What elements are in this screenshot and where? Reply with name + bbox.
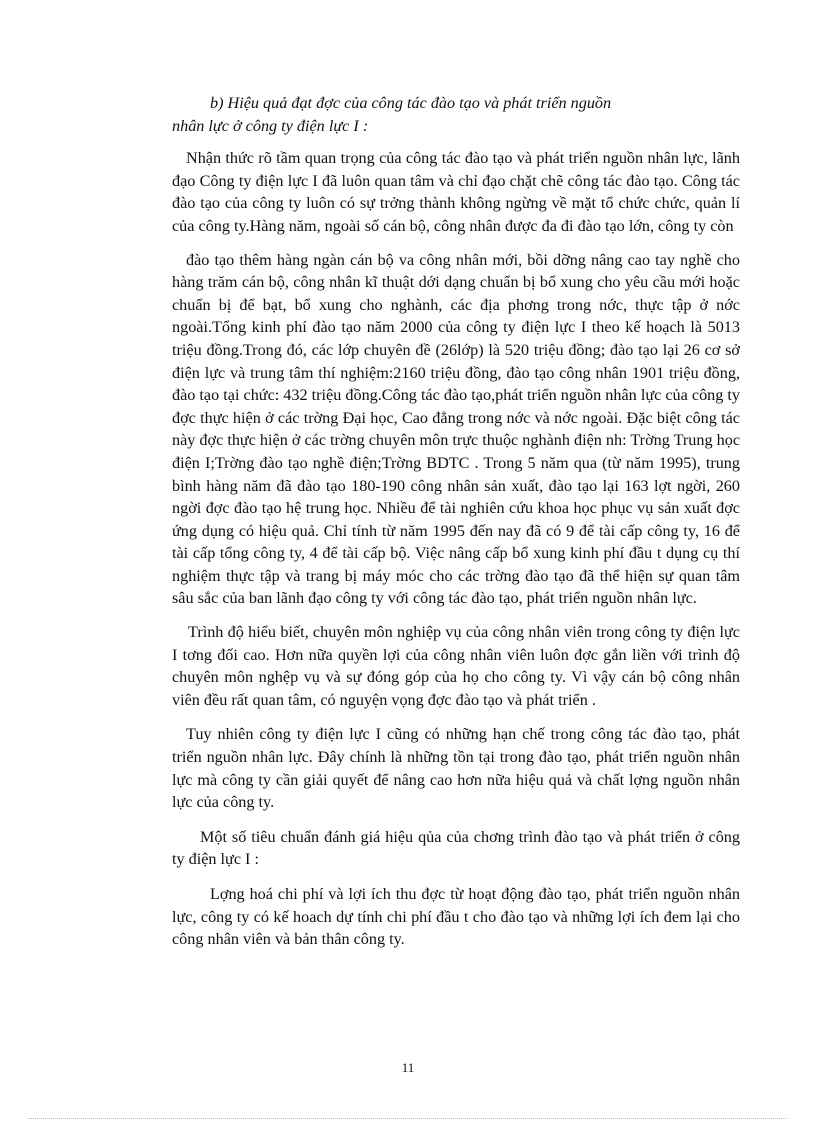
section-heading-line-1: b) Hiệu quả đạt đợc của công tác đào tạo và phát triển nguồn xyxy=(210,94,612,112)
paragraph-limitations: Tuy nhiên công ty điện lực I cũng có những hạn chế trong công tác đào tạo, phát triển nguồn nhân lực. Đây chính là những tồn tại trong đào tạo, phát triển nguồn nhân lực mà công ty cần giải quyết để nâng cao hơn nữa hiệu quả và chất lợng nguồn nhân lực của công ty. xyxy=(172,725,740,812)
paragraph-evaluation-criteria: Một số tiêu chuẩn đánh giá hiệu qủa của chơng trình đào tạo và phát triển ở công ty điện lực I : xyxy=(172,827,740,869)
paragraph-cost-benefit: Lợng hoá chi phí và lợi ích thu đợc từ hoạt động đào tạo, phát triển nguồn nhân lực, công ty có kế hoach dự tính chi phí đầu t cho đào tạo và những lợi ích đem lại cho công nhân viên và bản thân công ty. xyxy=(172,885,740,949)
footer-divider xyxy=(28,1118,788,1119)
page-number: 11 xyxy=(401,1060,415,1075)
paragraph-training-results: đào tạo thêm hàng ngàn cán bộ va công nhân mới, bồi dỡng nâng cao tay nghề cho hàng trăm cán bộ, công nhân kĩ thuật dới dạng chuẩn bị bổ xung cho yêu cầu mới hoặc chuẩn bị để bạt, bổ xung cho nghành, các địa phơng trong nớc, thực tập ở nớc ngoài.Tổng kinh phí đào tạo năm 2000 của công ty điện lực I theo kế hoạch là 5013 triệu đồng.Trong đó, các lớp chuyên đề (26lớp) là 520 triệu đồng; đào tạo lại 26 cơ sở điện lực và trung tâm thí nghiệm:2160 triệu đồng, đào tạo công nhân 1901 triệu đồng, đào tạo tại chức: 432 triệu đồng.Công tác đào tạo,phát triển nguồn nhân lực của công ty đợc thực hiện ở các trờng Đại học, Cao đẳng trong nớc và nớc ngoài. Đặc biệt công tác này đợc thực hiện ở các trờng chuyên môn trực thuộc nghành điện nh: Trờng Trung học điện I;Trờng đào tạo nghề điện;Trờng BDTC . Trong 5 năm qua (từ năm 1995), trung bình hàng năm đã đào tạo 180-190 công nhân sản xuất, đào tạo lại 163 lợt ngời, 260 ngời đợc đào tạo hệ trung học. Nhiều để tài nghiên cứu khoa học phục vụ sản xuất đợc ứng dụng có hiệu quả. Chỉ tính từ năm 1995 đến nay đã có 9 để tài cấp công ty, 16 để tài cấp tổng công ty, 4 để tài cấp bộ. Việc nâng cấp bổ xung kinh phí đầu t dụng cụ thí nghiệm thực tập và trang bị máy móc cho các trờng đào tạo đã thể hiện sự quan tâm sâu sắc của ban lãnh đạo công ty với công tác đào tạo, phát triển nguồn nhân lực. xyxy=(172,250,740,608)
paragraph-awareness: Nhận thức rõ tầm quan trọng của công tác đào tạo và phát triển nguồn nhân lực, lãnh đạo Công ty điện lực I đã luôn quan tâm và chỉ đạo chặt chẽ công tác đào tạo. Công tác đào tạo của công ty luôn có sự trởng thành không ngừng về mặt tổ chức chức, quản lí của công ty.Hàng năm, ngoài số cán bộ, công nhân được đa đi đào tạo lớn, công ty còn xyxy=(172,149,740,235)
section-heading-line-2: nhân lực ở công ty điện lực I : xyxy=(172,116,369,135)
paragraph-staff-qualification: Trình độ hiểu biết, chuyên môn nghiệp vụ của công nhân viên trong công ty điện lực I tơng đối cao. Hơn nữa quyền lợi của công nhân viên luôn đợc gắn liền với trình độ chuyên môn nghệp vụ và sự đóng góp của họ cho công ty. Vì vậy cán bộ công nhân viên đều rất quan tâm, có nguyện vọng đợc đào tạo và phát triển . xyxy=(172,623,740,709)
page-body xyxy=(172,92,740,951)
section-heading xyxy=(172,92,740,137)
